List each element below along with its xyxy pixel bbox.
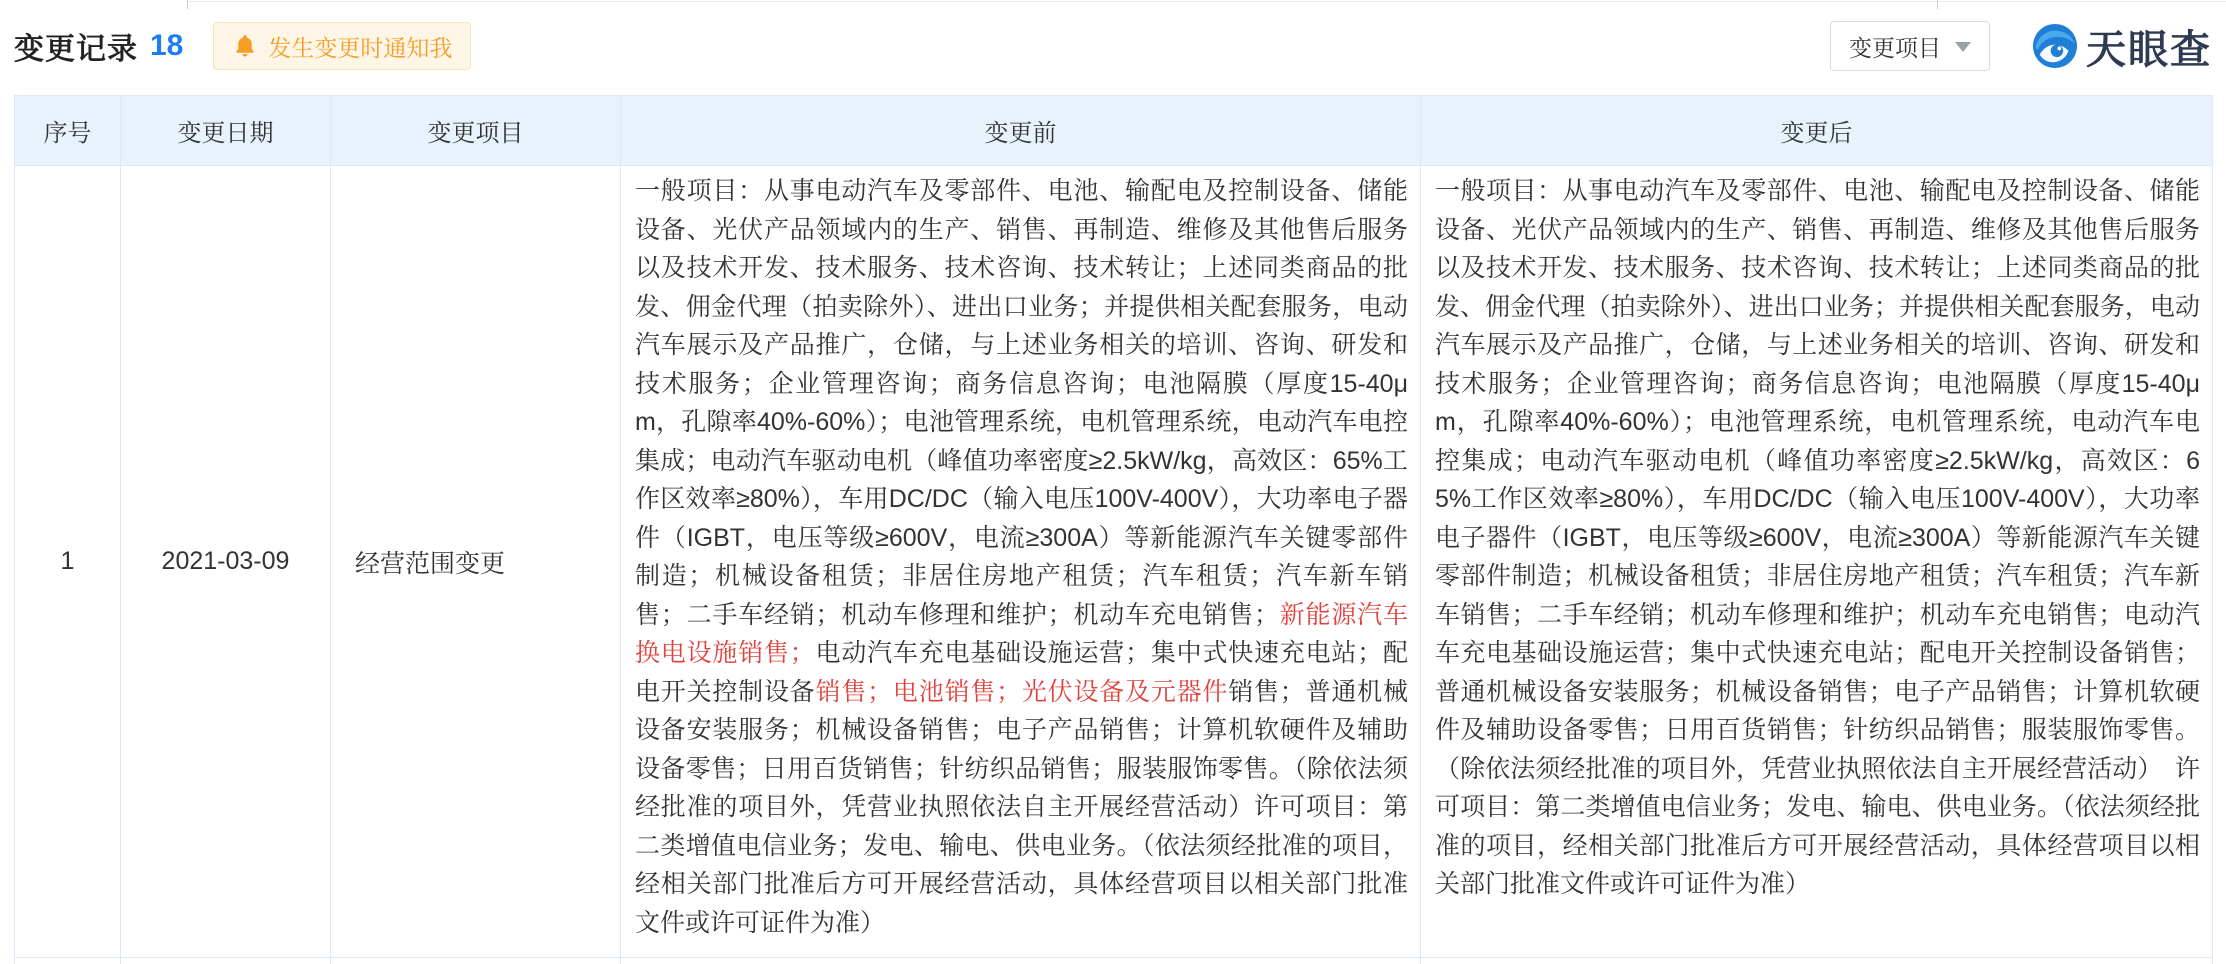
col-header-before: 变更前 <box>621 96 1421 166</box>
notify-on-change-button[interactable] <box>213 22 471 70</box>
table-row <box>15 166 2213 958</box>
after-change-text: 一般项目：从事电动汽车及零部件、电池、输配电及控制设备、储能设备、光伏产品领域内的生产、销售、再制造、维修及其他售后服务以及技术开发、技术服务、技术咨询、技术转让；上述同类商品的批发、佣金代理（拍卖除外）、进出口业务；并提供相关配套服务，电动汽车展示及产品推广，仓储，与上述业务相关的培训、咨询、研发和技术服务；企业管理咨询；商务信息咨询；电池隔膜（厚度15-40μm，孔隙率40%-60%）；电池管理系统，电机管理系统，电动汽车电控集成；电动汽车驱动电机（峰值功率密度≥2.5kW/kg，高效区：65%工作区效率≥80%），车用DC/DC（输入电压100V-400V），大功率电子器件（IGBT，电压等级≥600V，电流≥300A）等新能源汽车关键零部件制造；机械设备租赁；非居住房地产租赁；汽车租赁；汽车新车销售；二手车经销；机动车修理和维护；机动车充电销售；电动汽车充电基础设施运营；集中式快速充电站；配电开关控制设备销售；普通机械设备安装服务；机械设备销售；电子产品销售；计算机软硬件及辅助设备零售；日用百货销售；针纺织品销售；服装服饰零售。（除依法须经批准的项目外，凭营业执照依法自主开展经营活动） 许可项目：第二类增值电信业务；发电、输电、供电业务。（依法须经批准的项目，经相关部门批准后方可开展经营活动，具体经营项目以相关部门批准文件或许可证件为准） <box>1435 177 2200 898</box>
table-row-partial <box>15 958 2213 964</box>
notify-button-label: 发生变更时通知我 <box>268 34 453 61</box>
top-divider-tick <box>1937 0 1938 9</box>
before-change-text: 一般项目：从事电动汽车及零部件、电池、输配电及控制设备、储能设备、光伏产品领域内的生产、销售、再制造、维修及其他售后服务以及技术开发、技术服务、技术咨询、技术转让；上述同类商品的批发、佣金代理（拍卖除外）、进出口业务；并提供相关配套服务，电动汽车展示及产品推广，仓储，与上述业务相关的培训、咨询、研发和技术服务；企业管理咨询；商务信息咨询；电池隔膜（厚度15-40μm，孔隙率40%-60%）；电池管理系统，电机管理系统，电动汽车电控集成；电动汽车驱动电机（峰值功率密度≥2.5kW/kg，高效区：65%工作区效率≥80%），车用DC/DC（输入电压100V-400V），大功率电子器件（IGBT，电压等级≥600V，电流≥300A）等新能源汽车关键零部件制造；机械设备租赁；非居住房地产租赁；汽车租赁；汽车新车销售；二手车经销；机动车修理和维护；机动车充电销售；新能源汽车换电设施销售；电动汽车充电基础设施运营；集中式快速充电站；配电开关控制设备销售；电池销售；光伏设备及元器件销售；普通机械设备安装服务；机械设备销售；电子产品销售；计算机软硬件及辅助设备零售；日用百货销售；针纺织品销售；服装服饰零售。（除依法须经批准的项目外，凭营业执照依法自主开展经营活动）许可项目：第二类增值电信业务；发电、输电、供电业务。（依法须经批准的项目，经相关部门批准后方可开展经营活动，具体经营项目以相关部门批准文件或许可证件为准） <box>635 177 1408 937</box>
col-header-index: 序号 <box>15 96 121 166</box>
cell-change-date: 2021-03-09 <box>121 166 331 958</box>
tianyancha-logo-text: 天眼查 <box>2086 27 2212 72</box>
table-header-row <box>15 96 2213 166</box>
change-item-filter-dropdown[interactable] <box>1830 21 1990 71</box>
section-header <box>14 14 2212 78</box>
col-header-item: 变更项目 <box>331 96 621 166</box>
top-divider-tick <box>187 0 188 9</box>
bell-icon <box>232 33 258 59</box>
record-count-badge: 18 <box>150 29 184 62</box>
top-divider <box>187 1 2226 2</box>
chevron-down-icon <box>1955 42 1971 52</box>
cell-before-change <box>621 166 1421 958</box>
change-records-table <box>14 95 2213 964</box>
tianyancha-logo <box>2032 18 2212 75</box>
cell-index: 1 <box>15 166 121 958</box>
page-title: 变更记录 <box>14 33 138 66</box>
filter-dropdown-label: 变更项目 <box>1849 34 1941 61</box>
cell-after-change <box>1421 166 2213 958</box>
col-header-date: 变更日期 <box>121 96 331 166</box>
col-header-after: 变更后 <box>1421 96 2213 166</box>
tianyancha-eye-icon <box>2032 23 2078 69</box>
cell-change-item: 经营范围变更 <box>331 166 621 958</box>
